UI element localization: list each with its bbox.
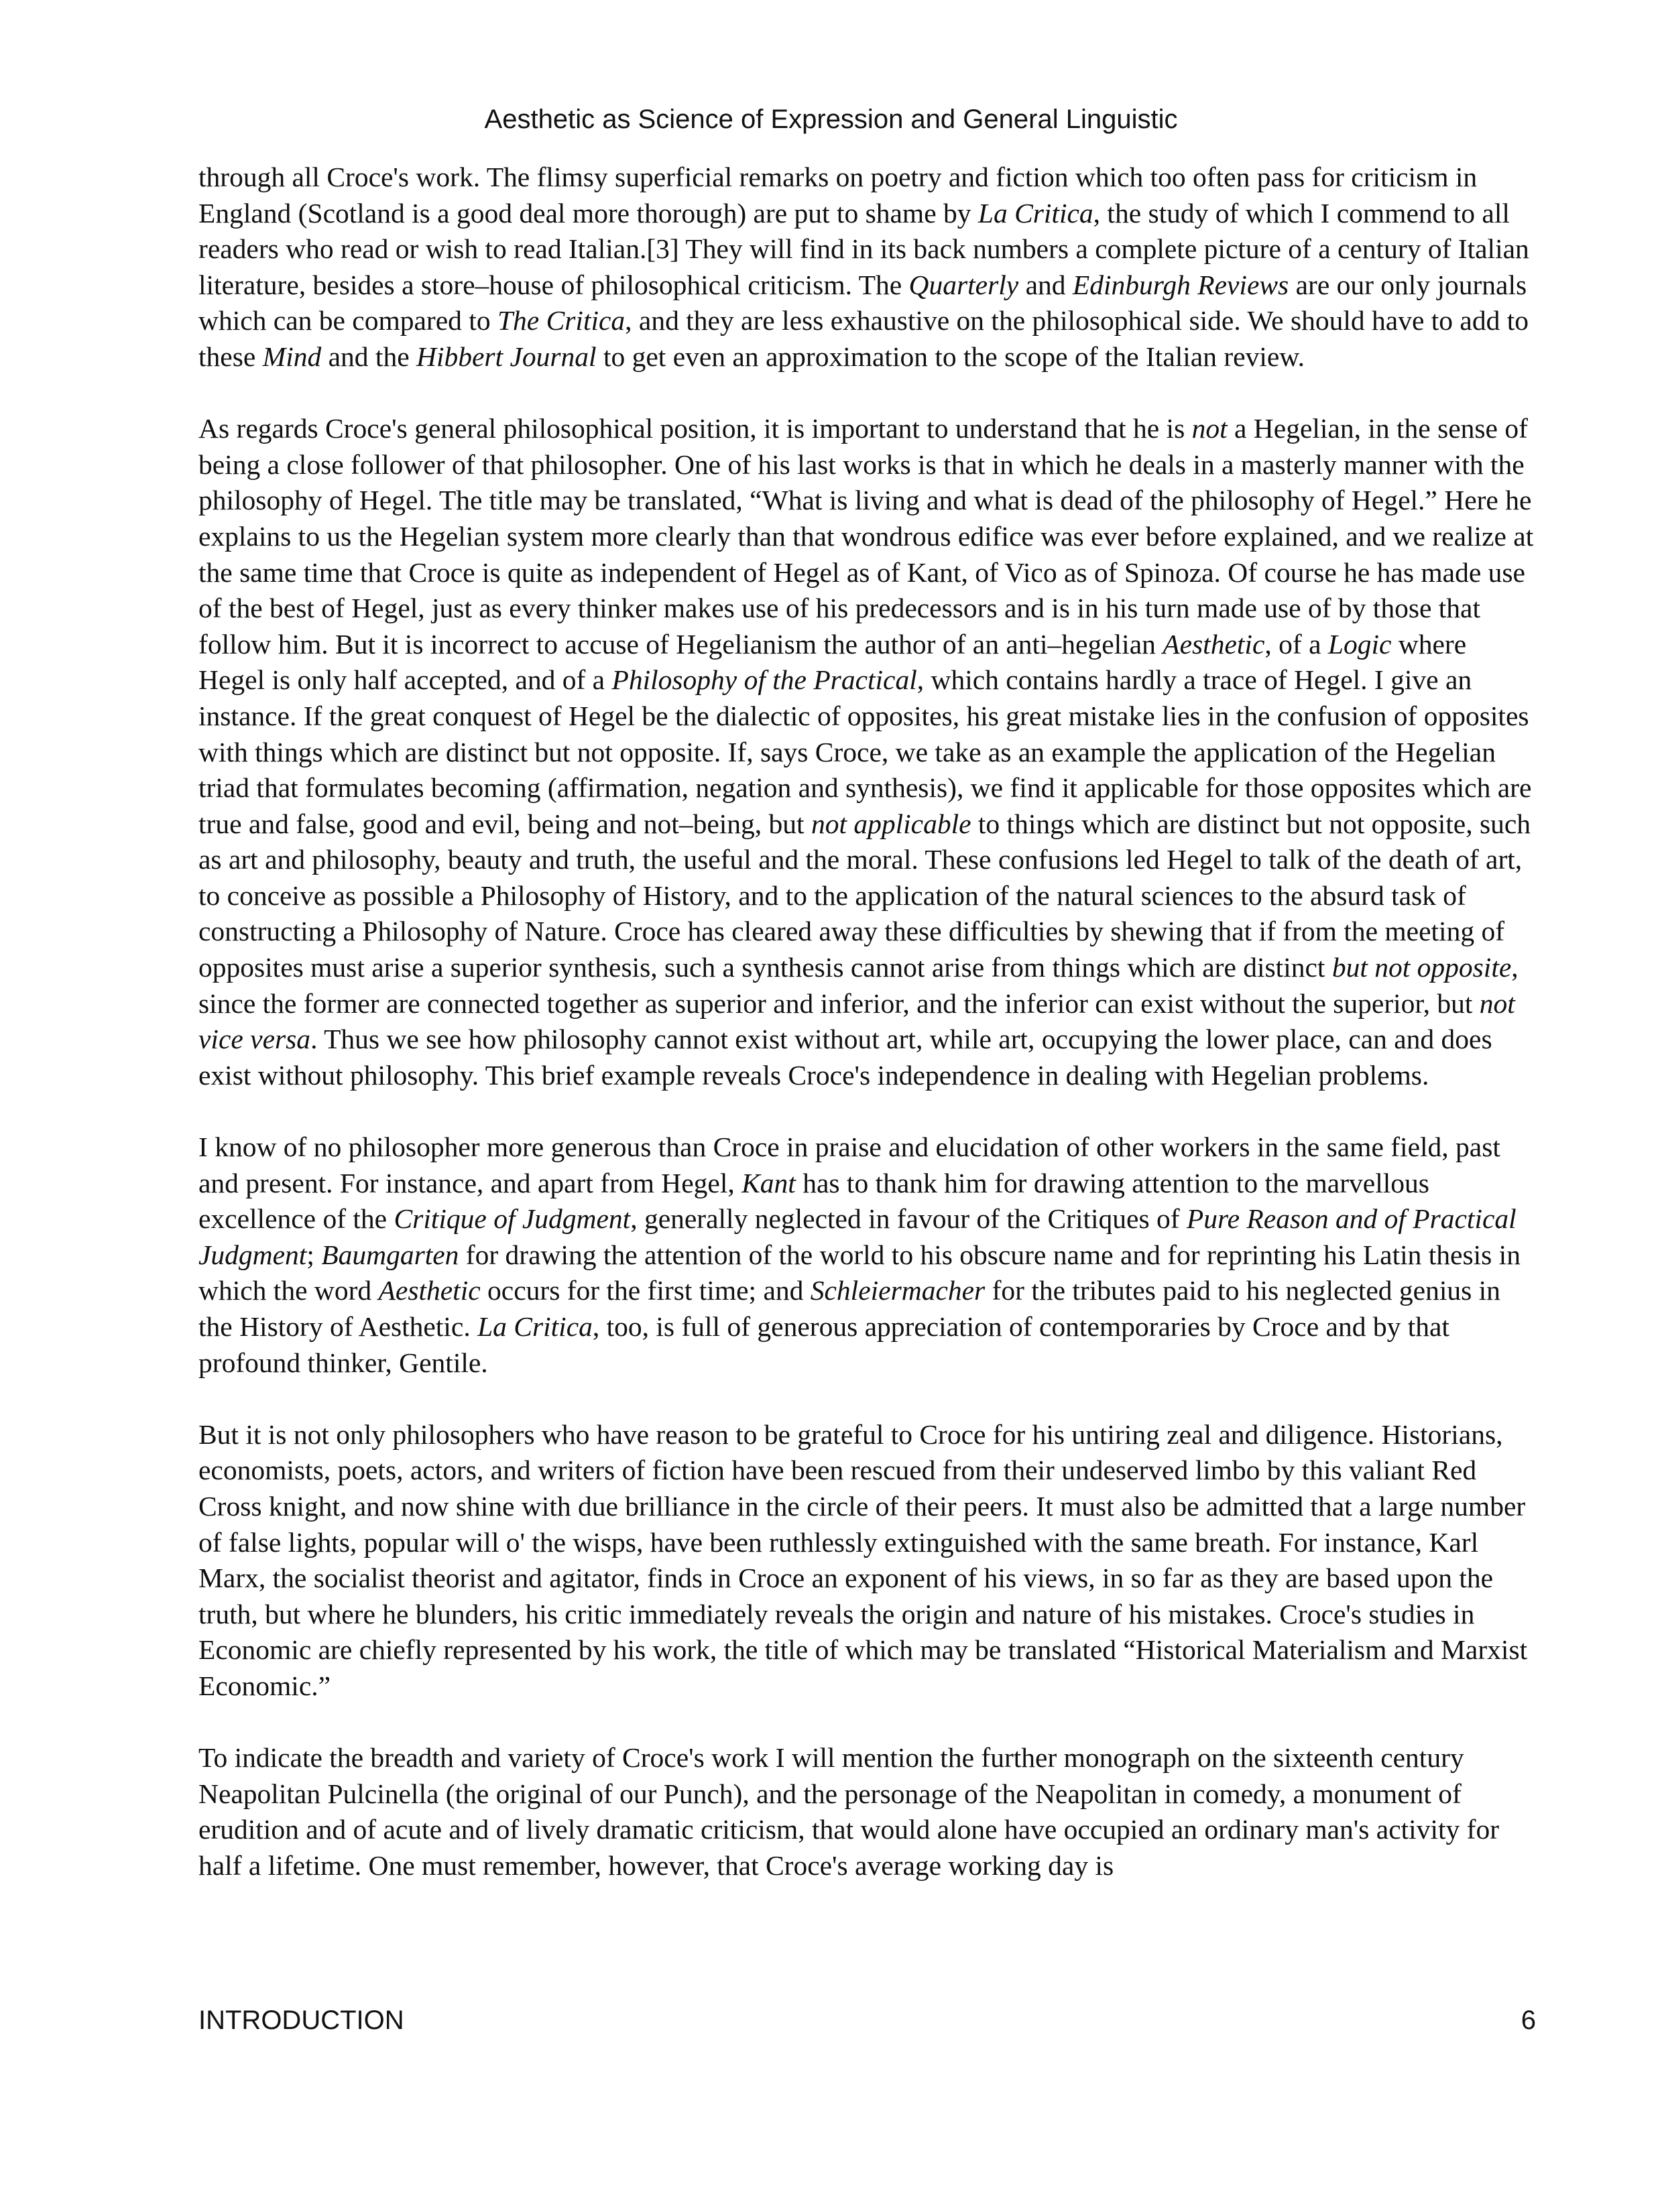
text-run: to things which are distinct but not opposite, such as art and philosophy, beauty and truth, the useful and the moral. These confusions led Hegel to talk of the death of art, to conceive as possible a Philosophy of History, and to the application of the natural sciences to the absurd task of constructing a Philosophy of Nature. Croce has cleared away these difficulties by shewing that if from the meeting of opposites must arise a superior synthesis, such a synthesis cannot arise from things which are distinct <box>198 808 1531 983</box>
paragraph <box>198 160 1536 375</box>
italic-text: Logic <box>1327 628 1392 660</box>
text-run: , since the former are connected together as superior and inferior, and the inferior can exist without the superior, but <box>198 952 1519 1019</box>
text-run: To indicate the breadth and variety of Croce's work I will mention the further monograph on the sixteenth century Neapolitan Pulcinella (the original of our Punch), and the personage of the Neapolitan in comedy, a monument of erudition and of acute and of lively dramatic criticism, that would alone have occupied an ordinary man's activity for half a lifetime. One must remember, however, that Croce's average working day is <box>198 1742 1500 1881</box>
italic-text: Critique of Judgment <box>394 1203 631 1235</box>
text-run: ; <box>306 1239 322 1270</box>
text-run: But it is not only philosophers who have reason to be grateful to Croce for his untiring zeal and diligence. Historians, economists, poets, actors, and writers of fiction have been rescued from their undeserved limbo by this valiant Red Cross knight, and now shine with due brilliance in the circle of their peers. It must also be admitted that a large number of false lights, popular will o' the wisps, have been ruthlessly extinguished with the same breath. For instance, Karl Marx, the socialist theorist and agitator, finds in Croce an exponent of his views, in so far as they are based upon the truth, but where he blunders, his critic immediately reveals the origin and nature of his mistakes. Croce's studies in Economic are chiefly represented by his work, the title of which may be translated “Historical Materialism and Marxist Economic.” <box>198 1418 1528 1701</box>
italic-text: The Critica <box>497 305 626 336</box>
italic-text: Edinburgh Reviews <box>1072 269 1289 300</box>
italic-text: La Critica <box>977 197 1093 229</box>
text-run: , the study of which I commend to all readers who read or wish to read Italian.[3] They will find in its back numbers a complete picture of a century of Italian literature, besides a store–house of philosophical criticism. The <box>198 197 1529 300</box>
italic-text: not <box>1191 413 1228 444</box>
text-run: and <box>1018 269 1073 300</box>
text-run: , and they are less exhaustive on the philosophical side. We should have to add to these <box>198 305 1529 372</box>
text-run: I know of no philosopher more generous than Croce in praise and elucidation of other workers in the same field, past and present. For instance, and apart from Hegel, <box>198 1131 1500 1199</box>
text-run: occurs for the first time; and <box>480 1275 811 1306</box>
footer-section-title: INTRODUCTION <box>198 2006 404 2035</box>
text-run: where Hegel is only half accepted, and of a <box>198 628 1467 696</box>
italic-text: Philosophy of the Practical <box>611 664 917 696</box>
text-run: for the tributes paid to his neglected genius in the History of Aesthetic. <box>198 1275 1500 1342</box>
italic-text: Mind <box>262 341 322 372</box>
text-run: to get even an approximation to the scope of the Italian review. <box>596 341 1305 372</box>
italic-text: not applicable <box>811 808 971 839</box>
paragraph <box>198 1740 1536 1884</box>
italic-text: Quarterly <box>908 269 1019 300</box>
body-text <box>198 160 1536 1884</box>
text-run: through all Croce's work. The flimsy superficial remarks on poetry and fiction which too often pass for criticism in England (Scotland is a good deal more thorough) are put to shame by <box>198 162 1478 229</box>
text-run: for drawing the attention of the world to his obscure name and for reprinting his Latin thesis in which the word <box>198 1239 1521 1306</box>
text-run: , generally neglected in favour of the Critiques of <box>630 1203 1187 1235</box>
page-number: 6 <box>1521 2006 1536 2035</box>
text-run: , which contains hardly a trace of Hegel. I give an instance. If the great conquest of Hegel be the dialectic of opposites, his great mistake lies in the confusion of opposites with things which are distinct but not opposite. If, says Croce, we take as an example the application of the Hegelian triad that formulates becoming (affirmation, negation and synthesis), we find it applicable for those opposites which are true and false, good and evil, being and not–being, but <box>198 664 1532 839</box>
running-header: Aesthetic as Science of Expression and General Linguistic <box>484 105 1178 134</box>
text-run: are our only journals which can be compared to <box>198 269 1527 336</box>
italic-text: not vice versa <box>198 987 1515 1055</box>
paragraph <box>198 1129 1536 1381</box>
italic-text: Hibbert Journal <box>416 341 597 372</box>
italic-text: but not opposite <box>1331 952 1512 983</box>
text-run: , of a <box>1264 628 1328 660</box>
italic-text: Pure Reason and of Practical Judgment <box>198 1203 1517 1270</box>
text-run: . Thus we see how philosophy cannot exist without art, while art, occupying the lower place, can and does exist without philosophy. This brief example reveals Croce's independence in dealing with Hegelian problems. <box>198 1024 1492 1091</box>
text-run: a Hegelian, in the sense of being a close follower of that philosopher. One of his last works is that in which he deals in a masterly manner with the philosophy of Hegel. The title may be translated, “What is living and what is dead of the philosophy of Hegel.” Here he explains to us the Hegelian system more clearly than that wondrous edifice was ever before explained, and we realize at the same time that Croce is quite as independent of Hegel as of Kant, of Vico as of Spinoza. Of course he has made use of the best of Hegel, just as every thinker makes use of his predecessors and is in his turn made use of by those that follow him. But it is incorrect to accuse of Hegelianism the author of an anti–hegelian <box>198 413 1534 660</box>
italic-text: Kant <box>741 1167 796 1199</box>
italic-text: Schleiermacher <box>810 1275 986 1306</box>
text-run: has to thank him for drawing attention to the marvellous excellence of the <box>198 1167 1429 1235</box>
paragraph <box>198 1417 1536 1705</box>
italic-text: Baumgarten <box>321 1239 459 1270</box>
text-run: and the <box>321 341 417 372</box>
text-run: , too, is full of generous appreciation of contemporaries by Croce and by that profound thinker, Gentile. <box>198 1311 1449 1378</box>
italic-text: La Critica <box>477 1311 593 1342</box>
paragraph <box>198 411 1536 1093</box>
text-run: As regards Croce's general philosophical position, it is important to understand that he is <box>198 413 1192 444</box>
italic-text: Aesthetic <box>1163 628 1265 660</box>
italic-text: Aesthetic <box>378 1275 481 1306</box>
